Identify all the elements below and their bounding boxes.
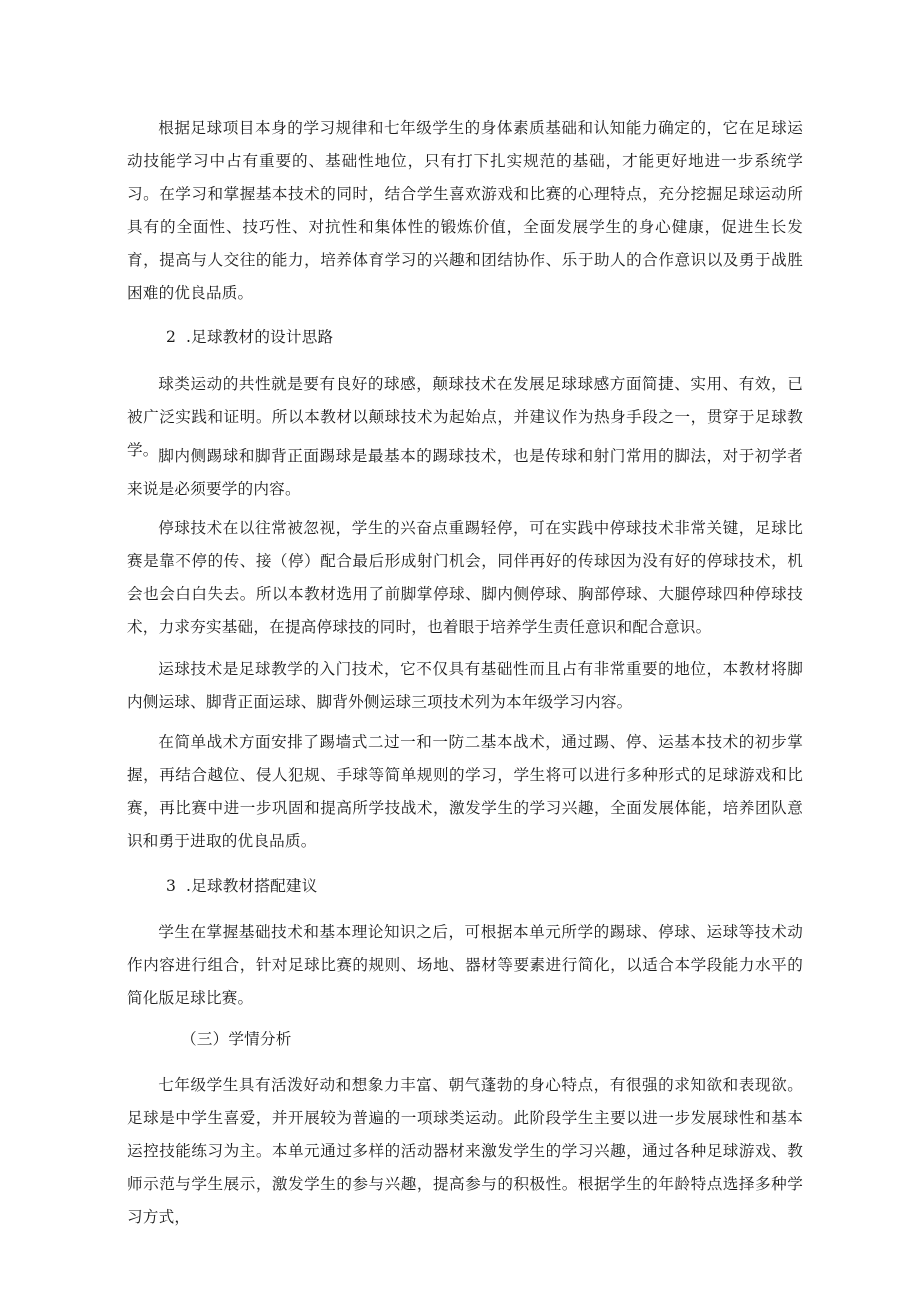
section-heading-design [166,325,333,349]
student-analysis-heading: （三）学情分析 [181,1030,292,1048]
dribbling-paragraph: 运球技术是足球教学的入门技术，它不仅具有基础性而且占有非常重要的地位，本教材将脚内侧运球、脚背正面运球、脚背外侧运球三项技术列为本年级学习内容。 [127,660,803,711]
kicking-paragraph: 脚内侧踢球和脚背正面踢球是最基本的踢球技术，也是传球和射门常用的脚法，对于初学者来说是必须要学的内容。 [127,447,803,498]
students-paragraph: 七年级学生具有活泼好动和想象力丰富、朝气蓬勃的身心特点，有很强的求知欲和表现欲。足球是中学生喜爱，并开展较为普遍的一项球类运动。此阶段学生主要以进一步发展球性和基本运控技能练习为主。本单元通过多样的活动器材来激发学生的学习兴趣，通过各种足球游戏、教师示范与学生展示，激发学生的参与兴趣，提高参与的积极性。根据学生的年龄特点选择多种学习方式， [127,1076,803,1226]
section-number: 2 [166,328,177,346]
juggling-paragraph: 球类运动的共性就是要有良好的球感，颠球技术在发展足球球感方面简捷、实用、有效，已被广泛实践和证明。所以本教材以颠球技术为起始点，并建议作为热身手段之一，贯穿于足球教学。 [127,375,803,459]
combination-paragraph: 学生在掌握基础技术和基本理论知识之后，可根据本单元所学的踢球、停球、运球等技术动作内容进行组合，针对足球比赛的规则、场地、器材等要素进行简化，以适合本学段能力水平的简化版足球比赛。 [127,923,803,1007]
stopping-paragraph: 停球技术在以往常被忽视，学生的兴奋点重踢轻停，可在实践中停球技术非常关键，足球比赛是靠不停的传、接（停）配合最后形成射门机会，同伴再好的传球因为没有好的停球技术，机会也会白白失去。所以本教材选用了前脚掌停球、脚内侧停球、胸部停球、大腿停球四种停球技术，力求夯实基础，在提高停球技的同时，也着眼于培养学生责任意识和配合意识。 [127,519,803,636]
section-heading-combination [166,874,318,898]
tactics-paragraph: 在简单战术方面安排了踢墙式二过一和一防二基本战术，通过踢、停、运基本技术的初步掌握，再结合越位、侵人犯规、手球等简单规则的学习，学生将可以进行多种形式的足球游戏和比赛，再比赛中进一步巩固和提高所学技战术，激发学生的学习兴趣，全面发展体能，培养团队意识和勇于进取的优良品质。 [127,733,803,850]
intro-paragraph: 根据足球项目本身的学习规律和七年级学生的身体素质基础和认知能力确定的，它在足球运动技能学习中占有重要的、基础性地位，只有打下扎实规范的基础，才能更好地进一步系统学习。在学习和掌握基本技术的同时，结合学生喜欢游戏和比赛的心理特点，充分挖掘足球运动所具有的全面性、技巧性、对抗性和集体性的锻炼价值，全面发展学生的身心健康，促进生长发育，提高与人交往的能力，培养体育学习的兴趣和团结协作、乐于助人的合作意识以及勇于战胜困难的优良品质。 [127,119,803,302]
section-title: .足球教材搭配建议 [186,877,318,895]
section-title: .足球教材的设计思路 [186,328,334,346]
section-number: 3 [166,877,177,895]
